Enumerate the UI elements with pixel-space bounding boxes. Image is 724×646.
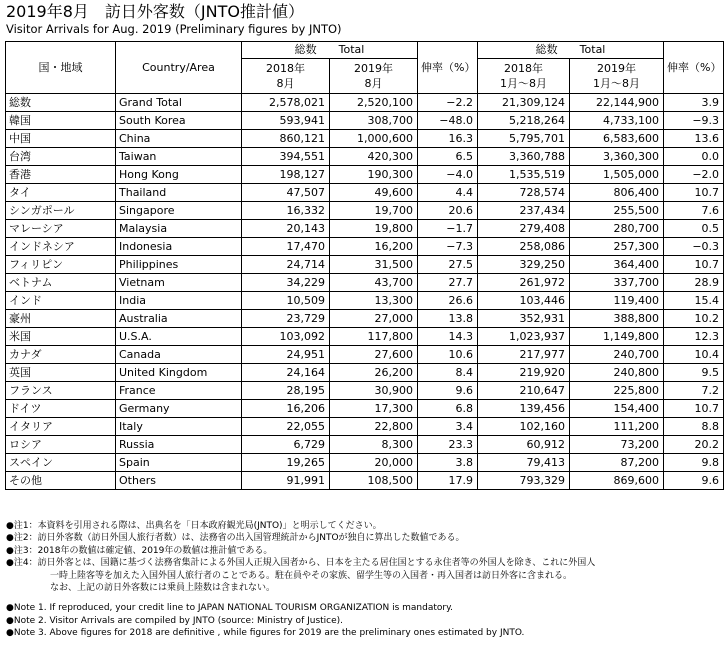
cell-y2019: 4,733,100 bbox=[570, 112, 664, 130]
cell-y2018: 102,160 bbox=[478, 418, 570, 436]
cell-ja: フィリピン bbox=[6, 256, 116, 274]
cell-m2019: 27,000 bbox=[330, 310, 418, 328]
cell-en: Grand Total bbox=[116, 94, 242, 112]
cell-y2019: 388,800 bbox=[570, 310, 664, 328]
note-ja-4-cont: 一時上陸客等を加えた入国外国人旅行者のことである。駐在員やその家族、留学生等の入国者・再入国者は訪日外客に含まれる。 bbox=[50, 570, 573, 581]
cell-en: Thailand bbox=[116, 184, 242, 202]
cell-ygr: 9.8 bbox=[664, 454, 724, 472]
header-ytd-2019: 2019年 1月～8月 bbox=[570, 59, 664, 94]
cell-mgr: 13.8 bbox=[418, 310, 478, 328]
cell-ygr: 12.3 bbox=[664, 328, 724, 346]
table-row bbox=[6, 238, 724, 256]
cell-en: Russia bbox=[116, 436, 242, 454]
table-row bbox=[6, 382, 724, 400]
cell-mgr: −2.2 bbox=[418, 94, 478, 112]
cell-y2018: 352,931 bbox=[478, 310, 570, 328]
cell-en: Hong Kong bbox=[116, 166, 242, 184]
cell-en: Australia bbox=[116, 310, 242, 328]
cell-mgr: 26.6 bbox=[418, 292, 478, 310]
table-row bbox=[6, 220, 724, 238]
cell-en: France bbox=[116, 382, 242, 400]
cell-mgr: 6.5 bbox=[418, 148, 478, 166]
cell-ja: マレーシア bbox=[6, 220, 116, 238]
cell-m2018: 16,206 bbox=[242, 400, 330, 418]
cell-m2018: 24,951 bbox=[242, 346, 330, 364]
cell-y2019: 225,800 bbox=[570, 382, 664, 400]
cell-mgr: 8.4 bbox=[418, 364, 478, 382]
cell-y2019: 255,500 bbox=[570, 202, 664, 220]
cell-ja: その他 bbox=[6, 472, 116, 490]
cell-ygr: 3.9 bbox=[664, 94, 724, 112]
cell-mgr: 23.3 bbox=[418, 436, 478, 454]
cell-ygr: 13.6 bbox=[664, 130, 724, 148]
note-ja-2: ●注2：訪日外客数（訪日外国人旅行者数）は、法務省の出入国管理統計からJNTOが独自に算出した数値である。 bbox=[6, 533, 465, 544]
cell-mgr: −4.0 bbox=[418, 166, 478, 184]
cell-mgr: −7.3 bbox=[418, 238, 478, 256]
cell-m2018: 16,332 bbox=[242, 202, 330, 220]
cell-m2018: 860,121 bbox=[242, 130, 330, 148]
footnotes bbox=[6, 520, 595, 640]
cell-y2018: 60,912 bbox=[478, 436, 570, 454]
cell-m2019: 108,500 bbox=[330, 472, 418, 490]
cell-m2018: 6,729 bbox=[242, 436, 330, 454]
cell-m2018: 19,265 bbox=[242, 454, 330, 472]
note-ja-4-cont2: なお、上記の訪日外客数には乗員上陸数は含まれない。 bbox=[50, 583, 276, 594]
header-ytd-2018: 2018年 1月～8月 bbox=[478, 59, 570, 94]
cell-y2019: 154,400 bbox=[570, 400, 664, 418]
cell-mgr: 9.6 bbox=[418, 382, 478, 400]
cell-m2019: 308,700 bbox=[330, 112, 418, 130]
table-row bbox=[6, 364, 724, 382]
cell-mgr: 4.4 bbox=[418, 184, 478, 202]
cell-en: China bbox=[116, 130, 242, 148]
cell-m2019: 16,200 bbox=[330, 238, 418, 256]
cell-ygr: 8.8 bbox=[664, 418, 724, 436]
cell-y2019: 111,200 bbox=[570, 418, 664, 436]
cell-ja: フランス bbox=[6, 382, 116, 400]
cell-ygr: 15.4 bbox=[664, 292, 724, 310]
cell-y2019: 73,200 bbox=[570, 436, 664, 454]
table-row bbox=[6, 310, 724, 328]
cell-m2018: 103,092 bbox=[242, 328, 330, 346]
note-ja-3: ●注3：2018年の数値は確定値、2019年の数値は推計値である。 bbox=[6, 545, 273, 556]
cell-m2018: 47,507 bbox=[242, 184, 330, 202]
cell-ja: インドネシア bbox=[6, 238, 116, 256]
note-en-2: ●Note 2. Visitor Arrivals are compiled by JNTO (source: Ministry of Justice). bbox=[6, 615, 344, 626]
table-row bbox=[6, 436, 724, 454]
cell-en: Canada bbox=[116, 346, 242, 364]
table-row bbox=[6, 400, 724, 418]
cell-mgr: 27.5 bbox=[418, 256, 478, 274]
cell-m2019: 8,300 bbox=[330, 436, 418, 454]
table-row bbox=[6, 274, 724, 292]
cell-en: Indonesia bbox=[116, 238, 242, 256]
cell-mgr: 16.3 bbox=[418, 130, 478, 148]
cell-y2018: 5,218,264 bbox=[478, 112, 570, 130]
cell-y2018: 79,413 bbox=[478, 454, 570, 472]
cell-ygr: 7.2 bbox=[664, 382, 724, 400]
cell-en: Spain bbox=[116, 454, 242, 472]
table-row bbox=[6, 346, 724, 364]
cell-ygr: −0.3 bbox=[664, 238, 724, 256]
cell-mgr: 3.4 bbox=[418, 418, 478, 436]
cell-ygr: 28.9 bbox=[664, 274, 724, 292]
cell-m2018: 20,143 bbox=[242, 220, 330, 238]
note-en-3: ●Note 3. Above figures for 2018 are definitive , while figures for 2019 are the preliminary ones estimated by JNTO. bbox=[6, 628, 525, 639]
header-region-ja: 国・地域 bbox=[6, 42, 116, 94]
cell-ygr: 7.6 bbox=[664, 202, 724, 220]
table-row-total bbox=[6, 94, 724, 112]
cell-y2018: 5,795,701 bbox=[478, 130, 570, 148]
header-month-group: 総数 Total bbox=[242, 42, 418, 59]
table-row bbox=[6, 130, 724, 148]
cell-en: Germany bbox=[116, 400, 242, 418]
cell-y2019: 1,505,000 bbox=[570, 166, 664, 184]
cell-ja: 台湾 bbox=[6, 148, 116, 166]
cell-ja: 韓国 bbox=[6, 112, 116, 130]
cell-m2019: 27,600 bbox=[330, 346, 418, 364]
cell-y2019: 280,700 bbox=[570, 220, 664, 238]
cell-ygr: 10.2 bbox=[664, 310, 724, 328]
cell-m2018: 394,551 bbox=[242, 148, 330, 166]
cell-y2018: 728,574 bbox=[478, 184, 570, 202]
note-en-1: ●Note 1. If reproduced, your credit line to JAPAN NATIONAL TOURISM ORGANIZATION is mandatory. bbox=[6, 603, 454, 614]
table-row bbox=[6, 148, 724, 166]
cell-en: U.S.A. bbox=[116, 328, 242, 346]
table-row bbox=[6, 256, 724, 274]
cell-y2018: 1,535,519 bbox=[478, 166, 570, 184]
cell-m2019: 30,900 bbox=[330, 382, 418, 400]
cell-m2018: 23,729 bbox=[242, 310, 330, 328]
cell-ygr: 0.0 bbox=[664, 148, 724, 166]
cell-m2018: 91,991 bbox=[242, 472, 330, 490]
cell-m2018: 10,509 bbox=[242, 292, 330, 310]
table-row bbox=[6, 418, 724, 436]
cell-m2019: 420,300 bbox=[330, 148, 418, 166]
cell-mgr: 27.7 bbox=[418, 274, 478, 292]
cell-m2019: 13,300 bbox=[330, 292, 418, 310]
cell-mgr: 14.3 bbox=[418, 328, 478, 346]
table-row bbox=[6, 472, 724, 490]
cell-m2019: 31,500 bbox=[330, 256, 418, 274]
cell-y2019: 240,800 bbox=[570, 364, 664, 382]
cell-en: Philippines bbox=[116, 256, 242, 274]
table-row bbox=[6, 328, 724, 346]
cell-y2019: 257,300 bbox=[570, 238, 664, 256]
cell-m2019: 1,000,600 bbox=[330, 130, 418, 148]
cell-ja: 豪州 bbox=[6, 310, 116, 328]
cell-ygr: 10.7 bbox=[664, 256, 724, 274]
cell-ja: タイ bbox=[6, 184, 116, 202]
note-ja-4: ●注4：訪日外客とは、国籍に基づく法務省集計による外国人正規入国者から、日本を主たる居住国とする永住者等の外国人を除き、これに外国人 bbox=[6, 558, 596, 569]
cell-en: Italy bbox=[116, 418, 242, 436]
cell-y2019: 87,200 bbox=[570, 454, 664, 472]
table-body bbox=[6, 94, 724, 490]
cell-mgr: 6.8 bbox=[418, 400, 478, 418]
cell-en: Singapore bbox=[116, 202, 242, 220]
cell-ja: シンガポール bbox=[6, 202, 116, 220]
cell-y2018: 3,360,788 bbox=[478, 148, 570, 166]
cell-y2019: 364,400 bbox=[570, 256, 664, 274]
cell-ygr: 10.4 bbox=[664, 346, 724, 364]
cell-y2019: 6,583,600 bbox=[570, 130, 664, 148]
cell-ygr: 10.7 bbox=[664, 400, 724, 418]
cell-m2019: 26,200 bbox=[330, 364, 418, 382]
table-row bbox=[6, 202, 724, 220]
cell-y2019: 337,700 bbox=[570, 274, 664, 292]
cell-ja: インド bbox=[6, 292, 116, 310]
cell-m2018: 17,470 bbox=[242, 238, 330, 256]
cell-ja: 中国 bbox=[6, 130, 116, 148]
cell-m2018: 34,229 bbox=[242, 274, 330, 292]
cell-y2018: 329,250 bbox=[478, 256, 570, 274]
cell-ygr: −9.3 bbox=[664, 112, 724, 130]
table-row bbox=[6, 292, 724, 310]
cell-ja: 香港 bbox=[6, 166, 116, 184]
cell-y2019: 806,400 bbox=[570, 184, 664, 202]
header-ytd-group: 総数 Total bbox=[478, 42, 664, 59]
cell-en: United Kingdom bbox=[116, 364, 242, 382]
cell-m2019: 22,800 bbox=[330, 418, 418, 436]
cell-y2019: 240,700 bbox=[570, 346, 664, 364]
cell-m2019: 49,600 bbox=[330, 184, 418, 202]
cell-ja: ベトナム bbox=[6, 274, 116, 292]
cell-ygr: 20.2 bbox=[664, 436, 724, 454]
cell-ygr: 9.5 bbox=[664, 364, 724, 382]
cell-m2019: 2,520,100 bbox=[330, 94, 418, 112]
cell-ygr: 9.6 bbox=[664, 472, 724, 490]
cell-mgr: 3.8 bbox=[418, 454, 478, 472]
cell-m2019: 43,700 bbox=[330, 274, 418, 292]
cell-y2018: 210,647 bbox=[478, 382, 570, 400]
cell-ja: イタリア bbox=[6, 418, 116, 436]
cell-y2018: 279,408 bbox=[478, 220, 570, 238]
cell-y2018: 237,434 bbox=[478, 202, 570, 220]
cell-y2018: 219,920 bbox=[478, 364, 570, 382]
cell-ja: ドイツ bbox=[6, 400, 116, 418]
header-month-growth: 伸率（%） bbox=[418, 42, 478, 94]
header-aug-2019: 2019年 8月 bbox=[330, 59, 418, 94]
cell-m2019: 19,700 bbox=[330, 202, 418, 220]
cell-mgr: −1.7 bbox=[418, 220, 478, 238]
table-row bbox=[6, 184, 724, 202]
cell-en: Others bbox=[116, 472, 242, 490]
cell-mgr: −48.0 bbox=[418, 112, 478, 130]
cell-m2019: 20,000 bbox=[330, 454, 418, 472]
page-title: 2019年8月 訪日外客数（JNTO推計値） bbox=[6, 2, 304, 21]
header-aug-2018: 2018年 8月 bbox=[242, 59, 330, 94]
cell-m2019: 17,300 bbox=[330, 400, 418, 418]
header-ytd-growth: 伸率（%） bbox=[664, 42, 724, 94]
table-row bbox=[6, 166, 724, 184]
cell-y2018: 261,972 bbox=[478, 274, 570, 292]
cell-m2019: 117,800 bbox=[330, 328, 418, 346]
cell-y2018: 1,023,937 bbox=[478, 328, 570, 346]
cell-ja: 米国 bbox=[6, 328, 116, 346]
cell-mgr: 20.6 bbox=[418, 202, 478, 220]
cell-ygr: −2.0 bbox=[664, 166, 724, 184]
cell-y2018: 793,329 bbox=[478, 472, 570, 490]
cell-ygr: 0.5 bbox=[664, 220, 724, 238]
cell-m2018: 2,578,021 bbox=[242, 94, 330, 112]
cell-en: Malaysia bbox=[116, 220, 242, 238]
cell-y2019: 1,149,800 bbox=[570, 328, 664, 346]
cell-y2019: 22,144,900 bbox=[570, 94, 664, 112]
cell-y2018: 139,456 bbox=[478, 400, 570, 418]
cell-y2019: 119,400 bbox=[570, 292, 664, 310]
cell-mgr: 17.9 bbox=[418, 472, 478, 490]
page-subtitle: Visitor Arrivals for Aug. 2019 (Preliminary figures by JNTO) bbox=[6, 22, 342, 36]
cell-m2018: 24,714 bbox=[242, 256, 330, 274]
cell-ja: 英国 bbox=[6, 364, 116, 382]
table-row bbox=[6, 112, 724, 130]
table-row bbox=[6, 454, 724, 472]
cell-m2019: 19,800 bbox=[330, 220, 418, 238]
cell-ja: スペイン bbox=[6, 454, 116, 472]
cell-y2019: 3,360,300 bbox=[570, 148, 664, 166]
cell-m2018: 198,127 bbox=[242, 166, 330, 184]
cell-m2019: 190,300 bbox=[330, 166, 418, 184]
cell-y2019: 869,600 bbox=[570, 472, 664, 490]
cell-m2018: 24,164 bbox=[242, 364, 330, 382]
cell-m2018: 28,195 bbox=[242, 382, 330, 400]
cell-en: Taiwan bbox=[116, 148, 242, 166]
cell-y2018: 217,977 bbox=[478, 346, 570, 364]
cell-mgr: 10.6 bbox=[418, 346, 478, 364]
cell-ja: 総数 bbox=[6, 94, 116, 112]
cell-en: South Korea bbox=[116, 112, 242, 130]
cell-y2018: 103,446 bbox=[478, 292, 570, 310]
cell-ygr: 10.7 bbox=[664, 184, 724, 202]
header-region-en: Country/Area bbox=[116, 42, 242, 94]
cell-ja: カナダ bbox=[6, 346, 116, 364]
cell-m2018: 593,941 bbox=[242, 112, 330, 130]
cell-m2018: 22,055 bbox=[242, 418, 330, 436]
visitor-arrivals-table bbox=[5, 41, 724, 490]
cell-ja: ロシア bbox=[6, 436, 116, 454]
cell-en: Vietnam bbox=[116, 274, 242, 292]
cell-y2018: 258,086 bbox=[478, 238, 570, 256]
note-ja-1: ●注1：本資料を引用される際は、出典名を「日本政府観光局(JNTO)」と明示してください。 bbox=[6, 521, 382, 531]
cell-y2018: 21,309,124 bbox=[478, 94, 570, 112]
cell-en: India bbox=[116, 292, 242, 310]
